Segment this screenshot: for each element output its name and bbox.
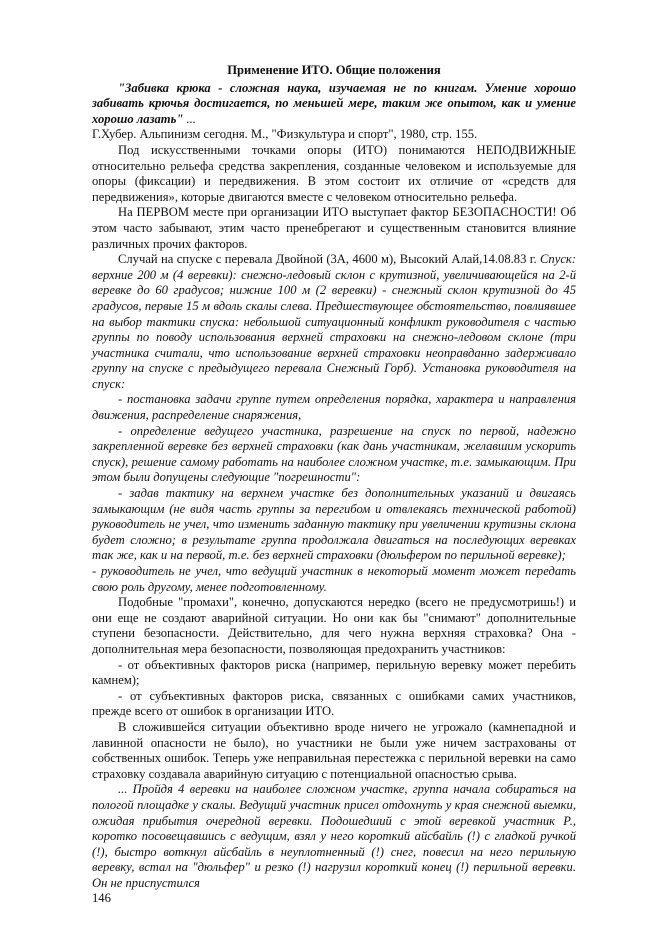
paragraph-5: - от объективных факторов риска (например, перильную веревку может перебить камнем); bbox=[92, 657, 576, 688]
paragraph-1: Под искусственными точками опоры (ИТО) понимаются НЕПОДВИЖНЫЕ относительно рельефа средства закрепления, созданные человеком и используемые для опоры (фиксации) и передвижения. В этом состоит их отличие от «средств для передвижения», которые двигаются вместе с человеком относительно рельефа. bbox=[92, 142, 576, 204]
paragraph-4: Подобные "промахи", конечно, допускаются нередко (всего не предусмотришь!) и они еще не создают аварийной ситуации. Но они как бы "снимают" дополнительные ступени безопасности. Действительно, для чего нужна верхняя страховка? Она - дополнительная мера безопасности, позволяющая предохранить участников: bbox=[92, 595, 576, 656]
paragraph-8: ... Пройдя 4 веревки на наиболее сложном участке, группа начала собираться на пологой площадке у скалы. Ведущий участник присел отдохнуть у края снежной выемки, ожидая прибытия очередной веревки. Подошедший с этой веревкой участник Р., коротко посовещавшись с ведущим, взял у него короткий айсбайль (!) с гладкой ручкой (!), быстро воткнул айсбайль в неуплотненный (!) снег, повесил на него перильную веревку, встал на "дюльфер" и резко (!) нагрузил короткий конец (!) перильной веревки. Он не приспустился bbox=[92, 782, 576, 890]
epigraph bbox=[92, 81, 576, 128]
list-item: - определение ведущего участника, разрешение на спуск по первой, надежно закрепленной веревке без верхней страховки (как дань участникам, желавшим ускорить спуск), решение самому работать на наиболее сложном участке, т.е. замыкающим. При этом были допущены следующие "погрешности": bbox=[92, 423, 576, 485]
paragraph-2: На ПЕРВОМ месте при организации ИТО выступает фактор БЕЗОПАСНОСТИ! Об этом часто забывают, этим часто пренебрегают и существенным становится влияние различных прочих факторов. bbox=[92, 205, 576, 251]
paragraph-6: - от субъективных факторов риска, связанных с ошибками самих участников, прежде всего от ошибок в организации ИТО. bbox=[92, 688, 576, 719]
paragraph-3-lead: Случай на спуске с перевала Двойной (3А, 4600 м), Высокий Алай,14.08.83 г. bbox=[118, 252, 541, 267]
page-title: Применение ИТО. Общие положения bbox=[227, 63, 441, 77]
epigraph-quote: "Забивка крюка - сложная наука, изучаемая не по книгам. Умение хорошо забивать крючья достигается, по меньшей мере, таким же опытом, как и умение хорошо лазать" bbox=[92, 80, 576, 126]
paragraph-3-italic: Спуск: верхние 200 м (4 веревки): снежно-ледовый склон с крутизной, увеличивающейся на 2-й веревке до 60 градусов; нижние 100 м (2 веревки) - снежный склон крутизной до 45 градусов, первые 15 м вдоль скалы слева. Предшествующее обстоятельство, повлиявшее на выбор тактики спуска: небольшой ситуационный конфликт руководителя с частью группы по поводу использования верхней страховки на снежно-ледовом склоне (три участника считали, что использование верхней страховки неоправданно задерживало группу на спуске с предыдущего перевала Снежный Горб). Установка руководителя на спуск: bbox=[92, 252, 576, 391]
list-item-last: - руководитель не учел, что ведущий участник в некоторый момент может передать свою роль другому, менее подготовленному. bbox=[92, 564, 576, 594]
epigraph-ellipsis: ... bbox=[183, 111, 196, 126]
page-number: 146 bbox=[92, 891, 111, 905]
paragraph-7: В сложившейся ситуации объективно вроде ничего не угрожало (камнепадной и лавинной опасности не было), но участники не были уже ничем застрахованы от собственных ошибок. Теперь уже неправильная перестежка с перильной веревки на само страховку создавала аварийную ситуацию с потенциальной опасностью срыва. bbox=[92, 719, 576, 781]
list-item: - задав тактику на верхнем участке без дополнительных указаний и двигаясь замыкающим (не видя часть группы за перегибом и отвлекаясь технической работой) руководитель не учел, что изменить заданную тактику при увеличении крутизны склона будет сложно; в результате группа продолжала двигаться на последующих веревках так же, как и на первой, т.е. без верхней страховки (дюльфером по перильной веревке); bbox=[92, 486, 576, 563]
paragraph-3 bbox=[92, 252, 576, 392]
epigraph-source: Г.Хубер. Альпинизм сегодня. М., "Физкультура и спорт", 1980, стр. 155. bbox=[92, 127, 478, 142]
page-content bbox=[92, 63, 576, 891]
list-item: - постановка задачи группе путем определения порядка, характера и направления движения, распределение снаряжения, bbox=[92, 392, 576, 423]
